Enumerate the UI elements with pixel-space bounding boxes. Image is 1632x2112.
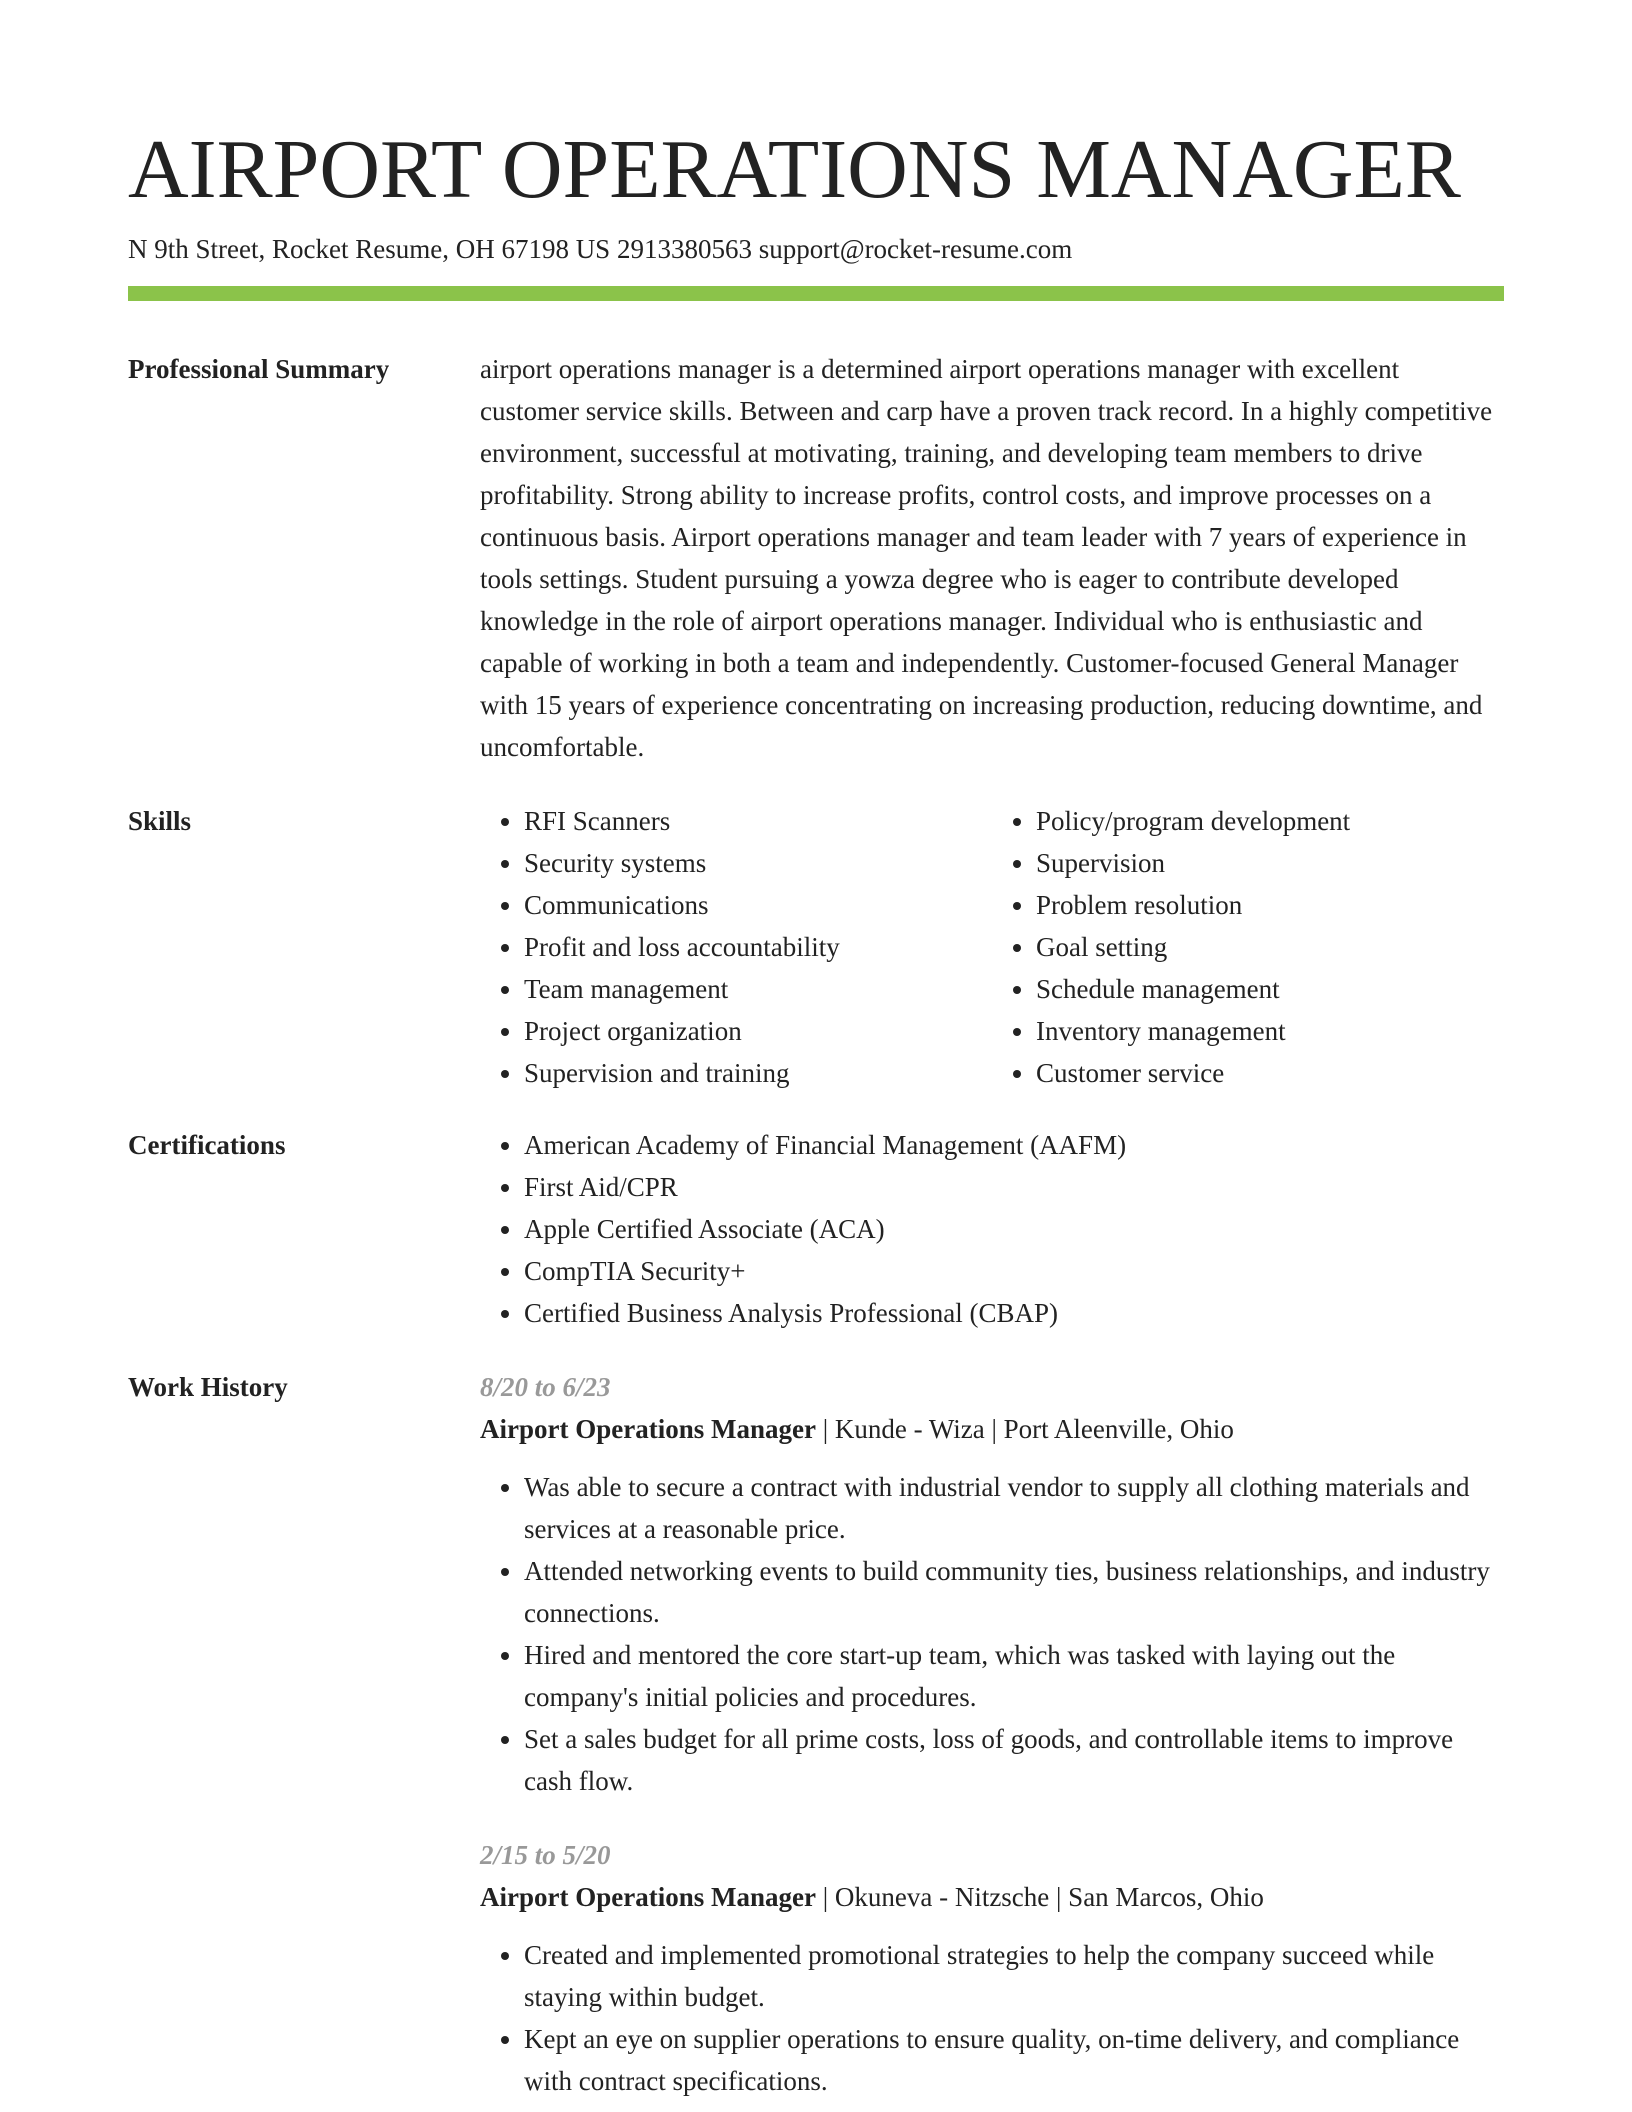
job-details: | Kunde - Wiza | Port Aleenville, Ohio xyxy=(815,1414,1234,1444)
job-bullets xyxy=(480,1466,1504,1802)
job-date: 8/20 to 6/23 xyxy=(480,1372,611,1402)
job-bullet: • Created and implemented promotional strategies to help the company succeed while staying within budget. xyxy=(524,1934,1504,2018)
job-heading xyxy=(480,1408,1504,1450)
summary-heading: Professional Summary xyxy=(128,354,390,384)
job-date: 2/15 to 5/20 xyxy=(480,1840,611,1870)
skills-list-left xyxy=(480,800,992,1094)
job-bullet: • Was able to secure a contract with industrial vendor to supply all clothing materials and services at a reasonable price. xyxy=(524,1466,1504,1550)
skill-item: • Customer service xyxy=(1036,1052,1504,1094)
work-history-heading: Work History xyxy=(128,1372,288,1402)
job-details: | Okuneva - Nitzsche | San Marcos, Ohio xyxy=(815,1882,1264,1912)
skill-item: • Profit and loss accountability xyxy=(524,926,992,968)
job-entry xyxy=(480,1834,1504,2102)
skill-item: • Project organization xyxy=(524,1010,992,1052)
skill-item: • Policy/program development xyxy=(1036,800,1504,842)
job-bullet: • Attended networking events to build community ties, business relationships, and industry connections. xyxy=(524,1550,1504,1634)
certifications-heading: Certifications xyxy=(128,1130,286,1160)
certification-item: • Certified Business Analysis Professional (CBAP) xyxy=(524,1292,1504,1334)
resume-title: AIRPORT OPERATIONS MANAGER xyxy=(128,123,1461,216)
certification-item: • American Academy of Financial Management (AAFM) xyxy=(524,1124,1504,1166)
skill-item: • Inventory management xyxy=(1036,1010,1504,1052)
job-title: Airport Operations Manager xyxy=(480,1414,816,1444)
certification-item: • CompTIA Security+ xyxy=(524,1250,1504,1292)
skill-item: • Team management xyxy=(524,968,992,1010)
job-title: Airport Operations Manager xyxy=(480,1882,816,1912)
certifications-list xyxy=(480,1124,1504,1334)
skills-grid xyxy=(480,800,1504,1094)
skill-item: • Schedule management xyxy=(1036,968,1504,1010)
skill-item: • Supervision and training xyxy=(524,1052,992,1094)
job-heading xyxy=(480,1876,1504,1918)
skill-item: • RFI Scanners xyxy=(524,800,992,842)
work-history-section xyxy=(480,1366,1504,2102)
skills-section xyxy=(480,800,1504,1094)
summary-section xyxy=(480,348,1504,768)
certifications-section xyxy=(480,1124,1504,1334)
job-bullet: • Hired and mentored the core start-up team, which was tasked with laying out the company's initial policies and procedures. xyxy=(524,1634,1504,1718)
accent-divider xyxy=(128,286,1504,301)
skill-item: • Communications xyxy=(524,884,992,926)
skill-item: • Security systems xyxy=(524,842,992,884)
skill-item: • Problem resolution xyxy=(1036,884,1504,926)
certification-item: • Apple Certified Associate (ACA) xyxy=(524,1208,1504,1250)
skill-item: • Goal setting xyxy=(1036,926,1504,968)
skills-heading: Skills xyxy=(128,806,192,836)
job-entry xyxy=(480,1366,1504,1802)
skill-item: • Supervision xyxy=(1036,842,1504,884)
certification-item: • First Aid/CPR xyxy=(524,1166,1504,1208)
skills-list-right xyxy=(992,800,1504,1094)
job-bullet: • Kept an eye on supplier operations to ensure quality, on-time delivery, and compliance with contract specifications. xyxy=(524,2018,1504,2102)
contact-line: N 9th Street, Rocket Resume, OH 67198 US 2913380563 support@rocket-resume.com xyxy=(128,234,1073,264)
summary-text: airport operations manager is a determined airport operations manager with excellent customer service skills. Between and carp have a proven track record. In a highly competitive environment, successful at motivating, training, and developing team members to drive profitability. Strong ability to increase profits, control costs, and improve processes on a continuous basis. Airport operations manager and team leader with 7 years of experience in tools settings. Student pursuing a yowza degree who is eager to contribute developed knowledge in the role of airport operations manager. Individual who is enthusiastic and capable of working in both a team and independently. Customer-focused General Manager with 15 years of experience concentrating on increasing production, reducing downtime, and uncomfortable. xyxy=(480,354,1493,762)
job-bullet: • Set a sales budget for all prime costs, loss of goods, and controllable items to improve cash flow. xyxy=(524,1718,1504,1802)
job-bullets xyxy=(480,1934,1504,2102)
